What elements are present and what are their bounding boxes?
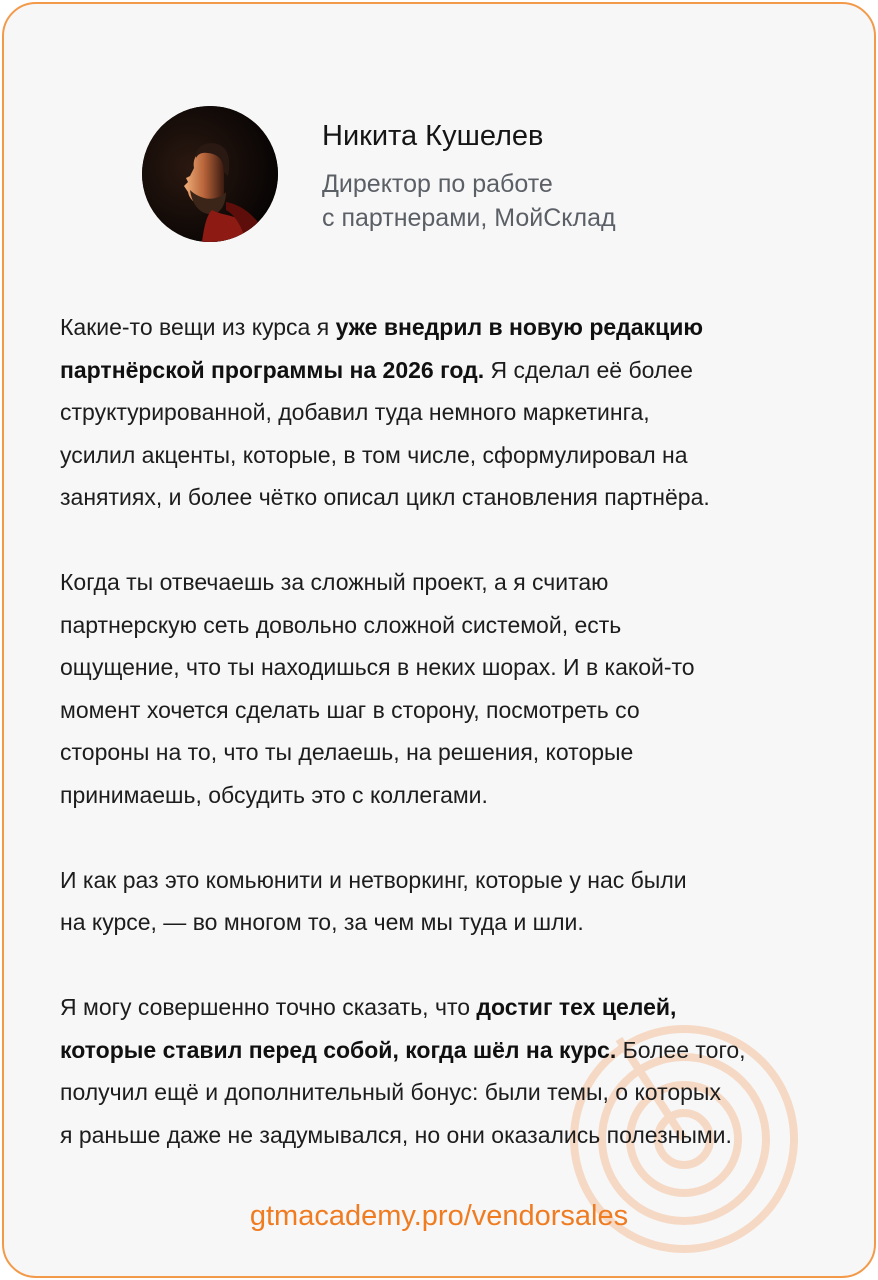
- quote-highlight: партнёрской программы на 2026 год.: [60, 356, 485, 383]
- paragraph-gap: [60, 944, 840, 987]
- quote-line: занятиях, и более чётко описал цикл становления партнёра.: [60, 484, 710, 510]
- portrait-photo: [142, 106, 278, 242]
- role-line: с партнерами, МойСклад: [322, 204, 616, 232]
- quote-line: [60, 1029, 840, 1072]
- quote-line: момент хочется сделать шаг в сторону, посмотреть со: [60, 696, 640, 723]
- testimonial-card: [2, 2, 876, 1278]
- course-link[interactable]: gtmacademy.pro/vendorsales: [249, 1200, 629, 1232]
- avatar: [142, 106, 278, 242]
- quote-line: ощущение, что ты находишься в неких шорах. И в какой-то: [60, 654, 695, 680]
- role-line: Директор по работе: [322, 170, 553, 198]
- quote-line: стороны на то, что ты делаешь, на решения, которые: [60, 739, 634, 765]
- paragraph-gap: [60, 519, 840, 562]
- quote-text: Более того,: [616, 1036, 746, 1063]
- quote-line: принимаешь, обсудить это с коллегами.: [60, 781, 488, 808]
- quote-line: на курсе, — во многом то, за чем мы туда и шли.: [60, 909, 584, 935]
- quote-line: [60, 986, 840, 1029]
- person-role: [322, 167, 616, 235]
- quote-line: [60, 306, 840, 349]
- quote-text: Какие-то вещи из курса я: [60, 314, 336, 340]
- person-name: Никита Кушелев: [322, 120, 544, 152]
- quote-line: Когда ты отвечаешь за сложный проект, а я считаю: [60, 569, 609, 595]
- quote-line: усилил акценты, которые, в том числе, сформулировал на: [60, 441, 688, 468]
- quote-line: И как раз это комьюнити и нетворкинг, которые у нас были: [60, 866, 687, 893]
- quote-line: партнерскую сеть довольно сложной системой, есть: [60, 611, 622, 638]
- quote-line: я раньше даже не задумывался, но они оказались полезными.: [60, 1121, 732, 1148]
- quote-text: Я сделал её более: [484, 356, 693, 383]
- quote-highlight: достиг тех целей,: [476, 994, 677, 1020]
- quote-text: Я могу совершенно точно сказать, что: [60, 994, 477, 1020]
- quote-line: структурированной, добавил туда немного маркетинга,: [60, 399, 650, 425]
- quote-highlight: уже внедрил в новую редакцию: [335, 314, 703, 340]
- quote-line: получил ещё и дополнительный бонус: были темы, о которых: [60, 1079, 721, 1105]
- quote-highlight: которые ставил перед собой, когда шёл на курс.: [60, 1036, 617, 1063]
- paragraph-gap: [60, 816, 840, 859]
- quote-line: [60, 349, 840, 392]
- testimonial-quote: [60, 306, 840, 1156]
